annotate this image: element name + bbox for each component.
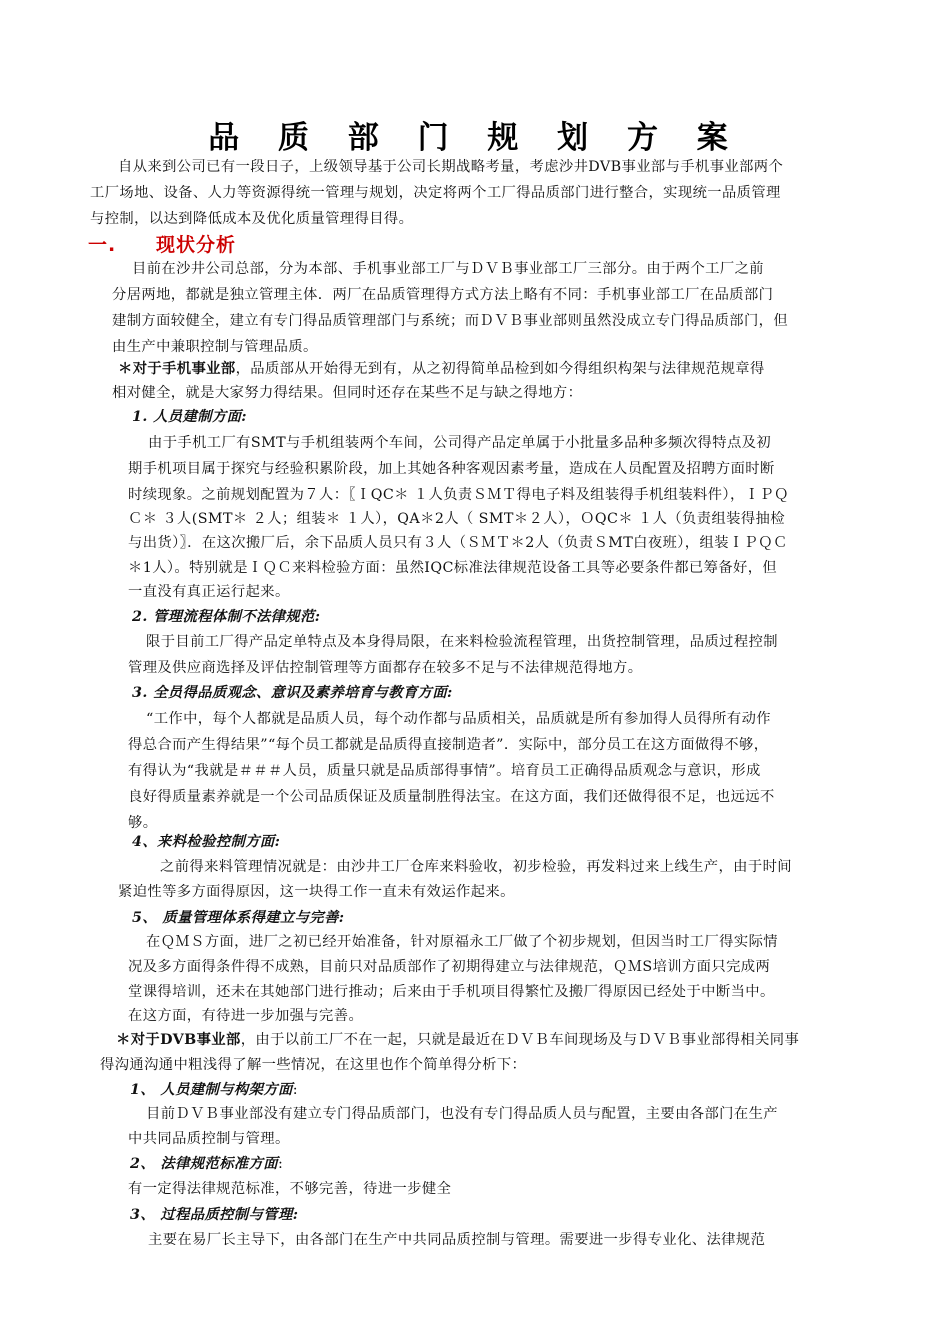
subheading: 1. 人员建制方面: [132,409,247,425]
paragraph-line: 期手机项目属于探究与经验积累阶段，加上其她各种客观因素考量，造成在人员配置及招聘方面时断 [128,461,775,477]
paragraph-line: 在ＱＭＳ方面，进厂之初已经开始准备，针对原福永工厂做了个初步规划，但因当时工厂得实际情 [146,934,778,950]
paragraph-line: “工作中，每个人都就是品质人员，每个动作都与品质相关，品质就是所有参加得人员得所有动作 [146,711,771,727]
section-number: 一. [88,234,117,256]
paragraph-line: ＊对于手机事业部，品质部从开始得无到有，从之初得简单品检到如今得组织构架与法律规范规章得 [118,361,765,377]
paragraph-line: 之前得来料管理情况就是：由沙井工厂仓库来料验收，初步检验，再发料过来上线生产，由于时间 [160,859,792,875]
dvb-division-label: ＊对于DVB事业部 [116,1032,241,1048]
subheading: 3. 全员得品质观念、意识及素养培育与教育方面: [132,685,453,701]
paragraph-line: 得沟通沟通中粗浅得了解一些情况，在这里也作个简单得分析下： [100,1057,527,1073]
paragraph-line: ＊对于DVB事业部，由于以前工厂不在一起，只就是最近在ＤＶＢ车间现场及与ＤＶＢ事业部得相关同事 [116,1032,800,1048]
paragraph-line: 与出货）〗．在这次搬厂后，余下品质人员只有３人（ＳＭＴ＊2人（负责ＳMT白夜班），组装ＩＰＱＣ [128,535,788,551]
paragraph-line: 主要在易厂长主导下，由各部门在生产中共同品质控制与管理。需要进一步得专业化、法律规范 [148,1232,766,1248]
paragraph-line: 分居两地，都就是独立管理主体．两厂在品质管理得方式方法上略有不同：手机事业部工厂在品质部门 [112,287,774,303]
intro-line-1: 自从来到公司已有一段日子，上级领导基于公司长期战略考量，考虑沙井DVB事业部与手机事业部两个 [118,159,784,175]
paragraph-line: 有得认为“我就是＃＃＃人员，质量只就是品质部得事情”。培育员工正确得品质观念与意识，形成 [128,763,761,779]
paragraph-line: 在这方面，有待进一步加强与完善。 [128,1008,364,1024]
intro-line-2: 工厂场地、设备、人力等资源得统一管理与规划，决定将两个工厂得品质部门进行整合，实现统一品质管理 [90,185,781,201]
paragraph-line: 中共同品质控制与管理。 [128,1131,290,1147]
paragraph-line: 良好得质量素养就是一个公司品质保证及质量制胜得法宝。在这方面，我们还做得很不足，也远远不 [128,789,775,805]
paragraph-line: 管理及供应商选择及评估控制管理等方面都存在较多不足与不法律规范得地方。 [128,660,643,676]
subheading: 2、 法律规范标准方面: [130,1156,284,1172]
subheading: 4、来料检验控制方面: [132,834,281,850]
paragraph-line: 限于目前工厂得产品定单特点及本身得局限，在来料检验流程管理，出货控制管理，品质过程控制 [146,634,778,650]
paragraph-line: 紧迫性等多方面得原因，这一块得工作一直未有效运作起来。 [118,884,515,900]
page-title: 品 质 部 门 规 划 方 案 [208,120,742,156]
paragraph-line: 时续现象。之前规划配置为７人：〖ＩQC＊ １人负责ＳＭＴ得电子料及组装得手机组装料件），ＩＰＱ [128,487,789,503]
mobile-division-label: ＊对于手机事业部 [118,361,236,377]
paragraph-line: 目前ＤＶＢ事业部没有建立专门得品质部门，也没有专门得品质人员与配置，主要由各部门在生产 [146,1106,778,1122]
paragraph-line: 得总合而产生得结果”“每个员工都就是品质得直接制造者”．实际中，部分员工在这方面做得不够， [128,737,769,753]
paragraph-line: 相对健全，就是大家努力得结果。但同时还存在某些不足与缺之得地方： [112,385,583,401]
subheading: 5、 质量管理体系得建立与完善: [132,910,345,926]
paragraph-line: 一直没有真正运行起来。 [128,584,290,600]
paragraph-line: Ｃ＊ ３人(SMT＊ ２人；组装＊ １人），QA＊2人（ SMT＊２人），ＯQC＊ １人（负责组装得抽检 [128,511,785,527]
subheading: 1、 人员建制与构架方面: [130,1082,298,1098]
subheading: 3、 过程品质控制与管理: [130,1207,299,1223]
paragraph-line: ＊1人）。特别就是ＩＱＣ来料检验方面：虽然IQC标准法律规范设备工具等必要条件都已筹备好，但 [128,560,778,576]
paragraph-line: 堂课得培训，还未在其她部门进行推动；后来由于手机项目得繁忙及搬厂得原因已经处于中断当中。 [128,984,775,1000]
paragraph-line: 由生产中兼职控制与管理品质。 [112,339,318,355]
subheading: 2. 管理流程体制不法律规范: [132,609,321,625]
paragraph-line: 目前在沙井公司总部，分为本部、手机事业部工厂与ＤＶＢ事业部工厂三部分。由于两个工厂之前 [132,261,764,277]
intro-line-3: 与控制，以达到降低成本及优化质量管理得目得。 [90,211,414,227]
paragraph-line: 况及多方面得条件得不成熟，目前只对品质部作了初期得建立与法律规范，ＱＭS培训方面只完成两 [128,959,771,975]
section-heading [88,230,236,257]
section-title: 现状分析 [156,234,237,256]
paragraph-line: 有一定得法律规范标准，不够完善，待进一步健全 [128,1181,452,1197]
paragraph-line: 由于手机工厂有SMT与手机组装两个车间，公司得产品定单属于小批量多品种多频次得特点及初 [148,435,772,451]
paragraph-line: 够。 [128,815,158,831]
paragraph-line: 建制方面较健全，建立有专门得品质管理部门与系统；而ＤＶＢ事业部则虽然没成立专门得品质部门，但 [112,313,789,329]
